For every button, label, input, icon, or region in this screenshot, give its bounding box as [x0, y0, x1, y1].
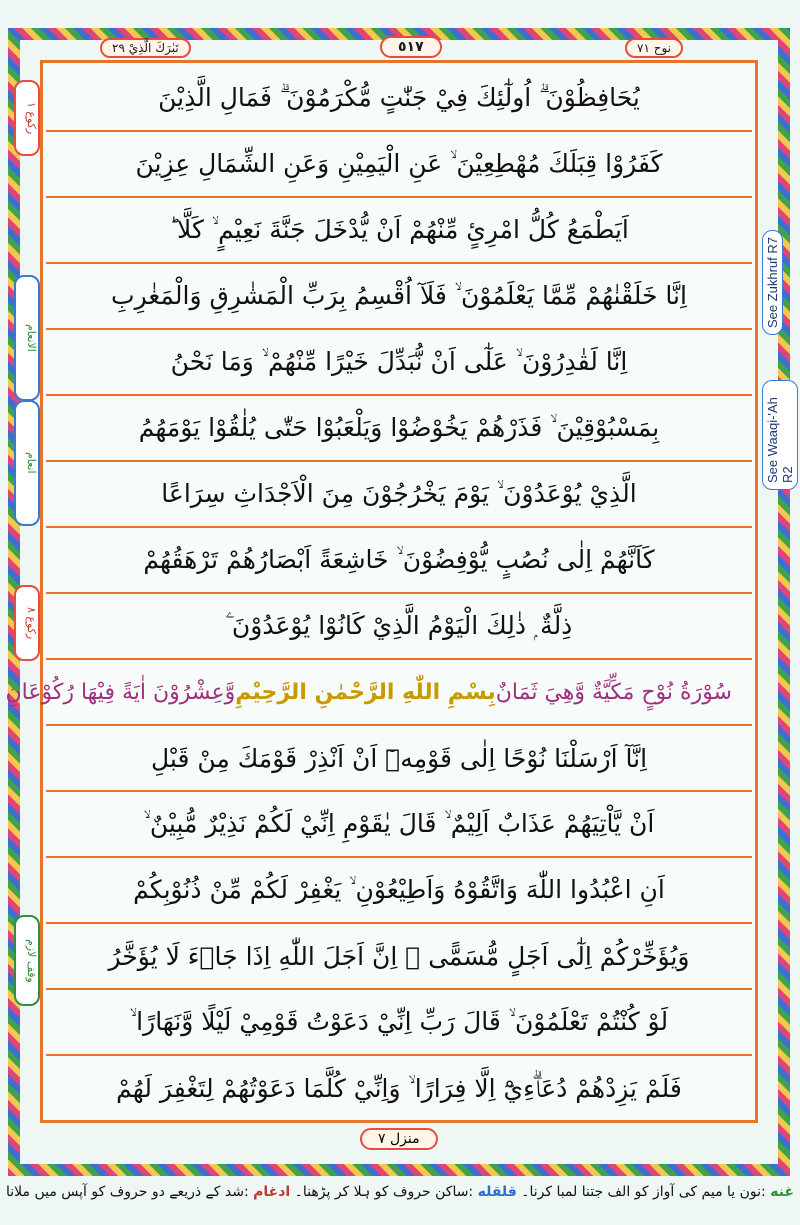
page-footer	[40, 1126, 758, 1156]
ruku-marker-2: ركوع ٨	[14, 585, 40, 661]
verse-line-2: كَفَرُوْا قِبَلَكَ مُهْطِعِيْنَ ۙ عَنِ الْيَمِيْنِ وَعَنِ الشِّمَالِ عِزِيْنَ	[46, 132, 752, 198]
verse-line-9: ذِلَّةٌ ۭ ذٰلِكَ الْيَوْمُ الَّذِيْ كَانُوْا يُوْعَدُوْنَ ۧ	[46, 594, 752, 660]
surah-info: وَّعِشْرُوْنَ اٰيَةً فِيْهَا رُكُوْعَانِ	[5, 679, 236, 705]
legend-idgham-text: :شد کے ذریعے دو حروف کو آپس میں ملانا	[5, 1184, 249, 1200]
verse-line-7: الَّذِيْ يُوْعَدُوْنَ ۙ يَوْمَ يَخْرُجُوْنَ مِنَ الْاَجْدَاثِ سِرَاعًا	[46, 462, 752, 528]
margin-note-1: الانعام	[14, 275, 40, 401]
verse-line-10: اِنَّآ اَرْسَلْنَا نُوْحًا اِلٰى قَوْمِهٖٓ اَنْ اَنْذِرْ قَوْمَكَ مِنْ قَبْلِ	[46, 726, 752, 792]
manzil-label: منزل ٧	[360, 1128, 438, 1150]
legend-ghunna-key: غنه	[770, 1184, 795, 1200]
verse-line-3: اَيَطْمَعُ كُلُّ امْرِئٍ مِّنْهُمْ اَنْ يُّدْخَلَ جَنَّةَ نَعِيْمٍ ۙ كَلَّا ؕ	[46, 198, 752, 264]
ruku-marker-1: ركوع ١	[14, 80, 40, 156]
juz-label: تَبٰرَكَ الَّذِيْ ٢٩	[100, 38, 191, 58]
verse-line-4: اِنَّا خَلَقْنٰهُمْ مِّمَّا يَعْلَمُوْنَ ۙ فَلَآ اُقْسِمُ بِرَبِّ الْمَشٰرِقِ وَالْمَغٰرِبِ	[46, 264, 752, 330]
verse-line-13: وَيُؤَخِّرْكُمْ اِلٰٓى اَجَلٍ مُّسَمًّى ۭ اِنَّ اَجَلَ اللّٰهِ اِذَا جَاۗءَ لَا يُؤَخَّرُ	[46, 924, 752, 990]
legend-idgham-key: ادغام	[253, 1184, 291, 1200]
tajweed-legend	[0, 1184, 800, 1214]
legend-qalqala-text: :ساکن حروف کو ہلا کر پڑھنا۔	[294, 1184, 474, 1200]
surah-name: سُوْرَةُ نُوْحٍ مَكِّيَّةٌ وَّهِيَ ثَمَانٌ	[495, 679, 732, 705]
verse-line-8: كَاَنَّهُمْ اِلٰى نُصُبٍ يُّوْفِضُوْنَ ۙ خَاشِعَةً اَبْصَارُهُمْ تَرْهَقُهُمْ	[46, 528, 752, 594]
page-number: ٥١٧	[380, 36, 442, 58]
legend-ghunna-text: :نون یا میم کی آواز کو الف جتنا لمبا کرنا۔	[521, 1184, 766, 1200]
verse-line-12: اَنِ اعْبُدُوا اللّٰهَ وَاتَّقُوْهُ وَاَطِيْعُوْنِ ۙ يَغْفِرْ لَكُمْ مِّنْ ذُنُوْبِكُمْ	[46, 858, 752, 924]
legend-qalqala-key: قلقله	[477, 1184, 517, 1200]
verse-line-11: اَنْ يَّاْتِيَهُمْ عَذَابٌ اَلِيْمٌ ۙ قَالَ يٰقَوْمِ اِنِّيْ لَكُمْ نَذِيْرٌ مُّبِيْنٌ ۙ	[46, 792, 752, 858]
note-zukhruf: See Zukhruf R7	[762, 230, 783, 335]
margin-note-2: انعام	[14, 400, 40, 526]
waqf-marker: وقف لازم	[14, 915, 40, 1006]
surah-label: نوح ٧١	[625, 38, 683, 58]
note-waaqiah: See Waaqi-'Ah R2	[762, 380, 798, 490]
verse-line-5: اِنَّا لَقٰدِرُوْنَ ۙ عَلٰٓى اَنْ نُّبَدِّلَ خَيْرًا مِّنْهُمْ ۙ وَمَا نَحْنُ	[46, 330, 752, 396]
side-notes	[762, 230, 795, 490]
page-header	[40, 36, 758, 60]
bismillah: بِسْمِ اللّٰهِ الرَّحْمٰنِ الرَّحِيْمِ	[235, 679, 496, 705]
verse-line-15: فَلَمْ يَزِدْهُمْ دُعَاۗءِيْٓ اِلَّا فِرَارًا ۙ وَاِنِّيْ كُلَّمَا دَعَوْتُهُمْ لِتَغْفِرَ لَهُمْ	[116, 1074, 682, 1103]
verse-line-6: بِمَسْبُوْقِيْنَ ۙ فَذَرْهُمْ يَخُوْضُوْا وَيَلْعَبُوْا حَتّٰى يُلٰقُوْا يَوْمَهُمُ	[46, 396, 752, 462]
verse-line-1: يُحَافِظُوْنَ ۗ اُولٰٓئِكَ فِيْ جَنّٰتٍ مُّكْرَمُوْنَ ۗ فَمَالِ الَّذِيْنَ	[46, 66, 752, 132]
verse-line-14: لَوْ كُنْتُمْ تَعْلَمُوْنَ ۙ قَالَ رَبِّ اِنِّيْ دَعَوْتُ قَوْمِيْ لَيْلًا وَّنَهَارًا ۙ	[46, 990, 752, 1056]
surah-header	[5, 660, 752, 726]
